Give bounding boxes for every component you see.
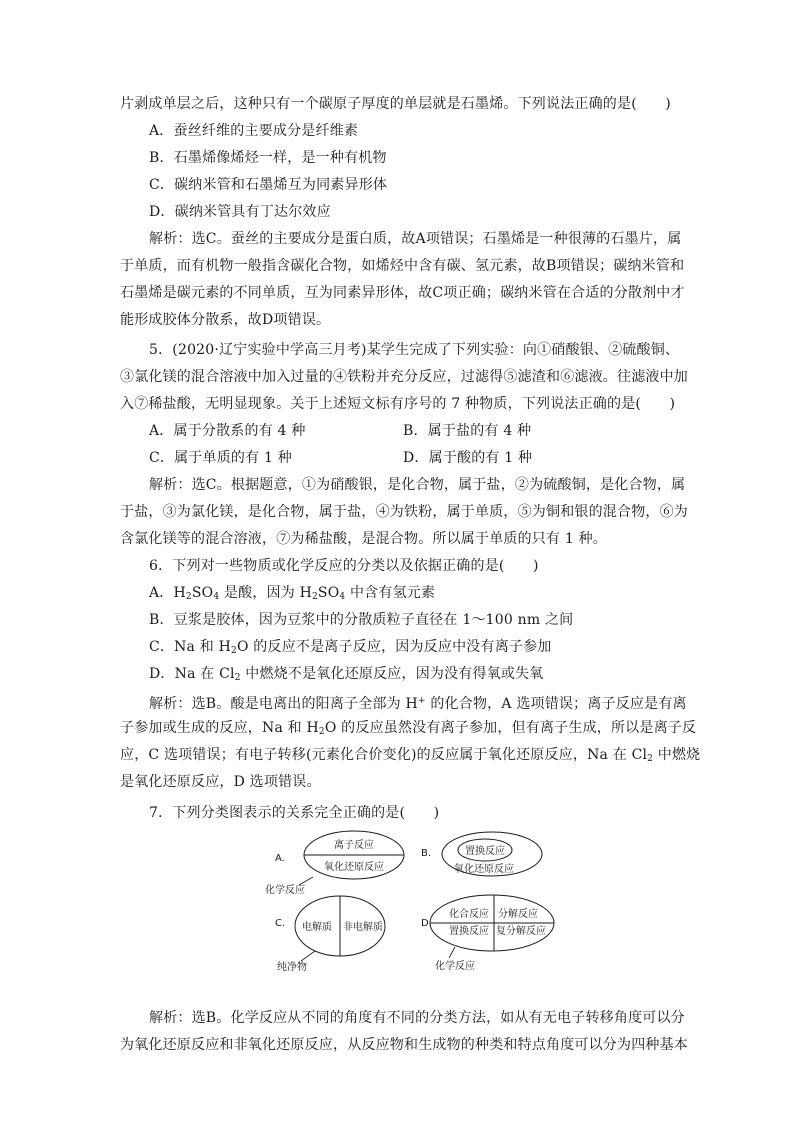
diagram-a-label: A.: [275, 853, 285, 864]
diagram-d: [421, 895, 554, 972]
analysis-line: 于盐，③为氯化镁，是化合物，属于盐，④为铁粉，属于单质，⑤为铜和银的混合物，⑥为: [120, 504, 688, 520]
diagram-c-left: 电解质: [302, 922, 332, 933]
question-5: 5．(2020·辽宁实验中学高三月考)某学生完成了下列实验：向①硝酸银、②硫酸铜、: [149, 342, 680, 358]
analysis-line: 含氯化镁等的混合溶液，⑦为稀盐酸，是混合物。所以属于单质的只有 1 种。: [120, 531, 608, 547]
option-d: D．碳纳米管具有丁达尔效应: [149, 204, 331, 220]
option-d: D．属于酸的有 1 种: [403, 450, 533, 466]
diagram-b-label: B.: [421, 848, 432, 859]
diagram-d-tl: 化合反应: [449, 909, 489, 920]
diagram-d-bl: 置换反应: [449, 926, 489, 937]
analysis-line: 子参加或生成的反应，Na 和 $H_2O$ 的反应虽然没有离子参加，但有离子生成，所以是离子反: [120, 720, 697, 737]
analysis-line: 解析：选B。酸是电离出的阳离子全部为 H+ 的化合物，A 选项错误；离子反应是有离: [149, 696, 687, 712]
question-7: 7．下列分类图表示的关系完全正确的是( ): [149, 805, 440, 821]
diagram-b: [421, 832, 542, 876]
diagram-b-inner: 置换反应: [465, 846, 505, 857]
diagram-a-outer: 化学反应: [265, 885, 305, 896]
classification-diagrams: [255, 830, 565, 980]
option-b: B．豆浆是胶体，因为豆浆中的分散质粒子直径在 1～100 nm 之间: [149, 612, 574, 628]
diagram-d-br: 复分解反应: [496, 926, 546, 937]
diagram-d-outer: 化学反应: [435, 961, 475, 972]
analysis-line: 为氧化还原反应和非氧化还原反应，从反应物和生成物的种类和特点角度可以分为四种基本: [120, 1037, 688, 1053]
option-d: D．Na 在 $Cl_2$ 中燃烧不是氧化还原反应，因为没有得氧或失氧: [149, 666, 544, 683]
diagram-d-tr: 分解反应: [498, 909, 538, 920]
analysis-line: 能形成胶体分散系，故D项错误。: [120, 312, 331, 328]
option-c: C．Na 和 $H_2O$ 的反应不是离子反应，因为反应中没有离子参加: [149, 639, 552, 656]
question-line: ③氯化镁的混合溶液中加入过量的④铁粉并充分反应，过滤得⑤滤渣和⑥滤液。往滤液中加: [120, 369, 688, 385]
analysis-line: 解析：选B。化学反应从不同的角度有不同的分类方法，如从有无电子转移角度可以分: [149, 1010, 685, 1026]
question-line: 入⑦稀盐酸，无明显现象。关于上述短文标有序号的 7 种物质，下列说法正确的是( ): [120, 396, 676, 412]
analysis-line: 解析：选C。根据题意，①为硝酸银，是化合物，属于盐，②为硫酸铜，是化合物，属: [149, 477, 686, 493]
analysis-line: 是氧化还原反应，D 选项错误。: [120, 774, 321, 790]
analysis-line: 应，C 选项错误；有电子转移(元素化合价变化)的反应属于氧化还原反应，Na 在 $Cl_2$ 中燃烧: [120, 747, 701, 764]
diagram-c-label: C.: [275, 918, 286, 929]
diagram-c: [275, 896, 385, 973]
diagram-b-outer: 氧化还原反应: [454, 864, 514, 875]
analysis-line: 解析：选C。蚕丝的主要成分是蛋白质，故A项错误；石墨烯是一种很薄的石墨片，属: [149, 231, 682, 247]
analysis-line: 于单质，而有机物一般指含碳化合物，如烯烃中含有碳、氢元素，故B项错误；碳纳米管和: [120, 258, 685, 274]
diagram-a-top: 离子反应: [334, 840, 374, 851]
text-line: 片剥成单层之后，这种只有一个碳原子厚度的单层就是石墨烯。下列说法正确的是( ): [120, 96, 671, 112]
option-a: A．$H_2SO_4$ 是酸，因为 $H_2SO_4$ 中含有氢元素: [149, 585, 436, 602]
diagram-a-bottom: 氧化还原反应: [324, 862, 384, 873]
diagram-a: [265, 831, 404, 896]
analysis-line: 石墨烯是碳元素的不同单质，互为同素异形体，故C项正确；碳纳米管在合适的分散剂中才: [120, 285, 685, 301]
option-a: A．蚕丝纤维的主要成分是纤维素: [149, 123, 359, 139]
question-6: 6．下列对一些物质或化学反应的分类以及依据正确的是( ): [149, 558, 539, 574]
option-b: B．石墨烯像烯烃一样，是一种有机物: [149, 150, 387, 166]
option-c: C．碳纳米管和石墨烯互为同素异形体: [149, 177, 388, 193]
diagram-d-label: D.: [421, 918, 432, 929]
diagram-c-outer: 纯净物: [277, 962, 307, 973]
option-b: B．属于盐的有 4 种: [403, 423, 532, 439]
diagram-c-right: 非电解质: [343, 922, 383, 933]
option-c: C．属于单质的有 1 种: [149, 450, 292, 466]
option-a: A．属于分散系的有 4 种: [149, 423, 306, 439]
